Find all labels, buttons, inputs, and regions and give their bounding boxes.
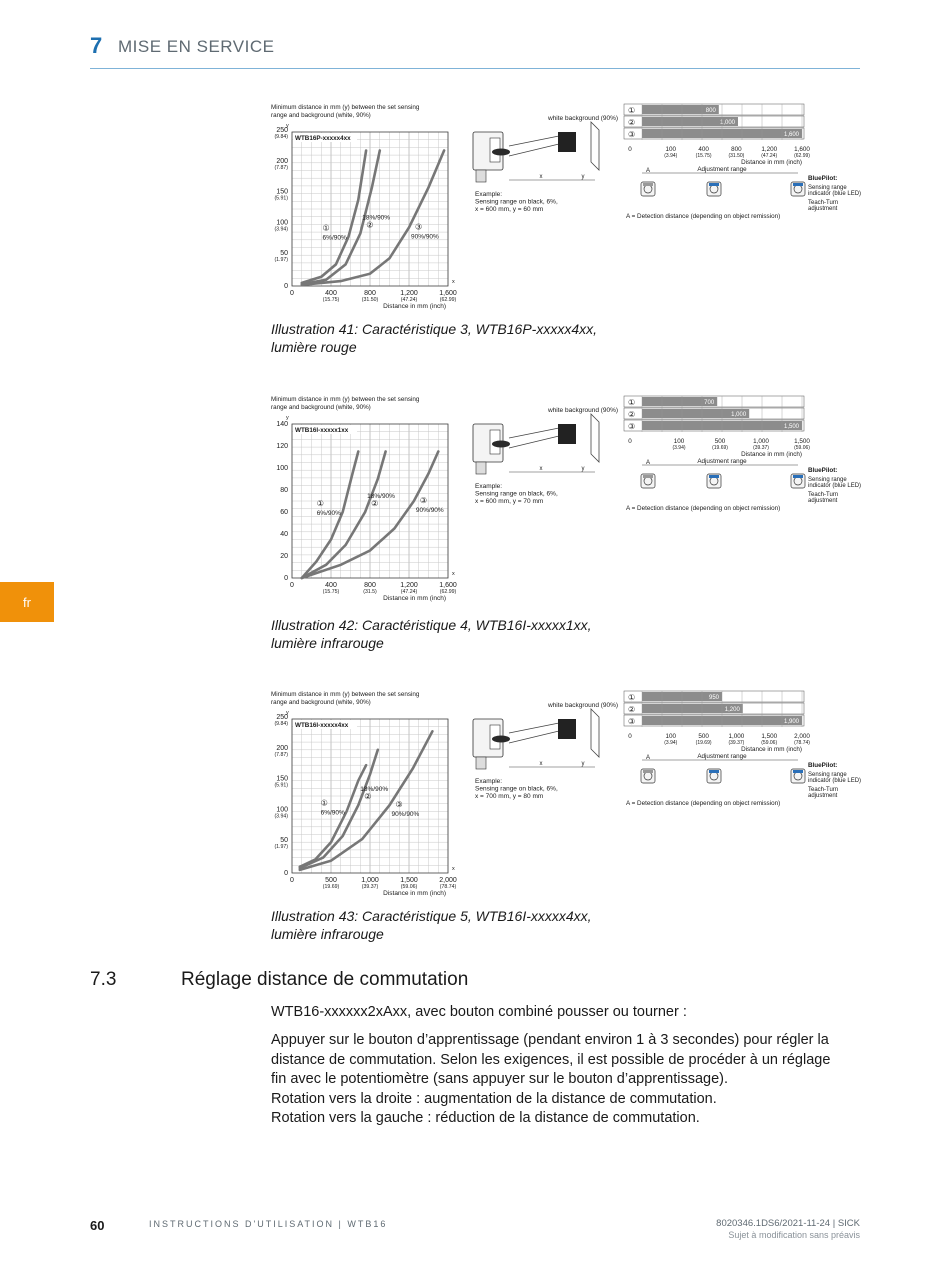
caption-line: Illustration 43: Caractéristique 5, WTB16I-xxxxx4xx,: [271, 908, 592, 924]
blue-led-indicator: [793, 183, 803, 186]
y-tick-label: 250: [276, 714, 288, 721]
series-label: 90%/90%: [391, 811, 420, 819]
teach-label: adjustment: [808, 206, 838, 212]
y-tick-sublabel: (5.91): [274, 782, 288, 789]
range-bar-label: 1,900: [783, 719, 799, 725]
blue-led-indicator: [793, 770, 803, 773]
range-scale-sublabel: (19.69): [695, 740, 712, 746]
example-text: Sensing range on black, 6%,: [475, 198, 558, 206]
white-background: [591, 709, 599, 757]
caption-line: lumière infrarouge: [271, 635, 384, 651]
blue-led-indicator: [643, 183, 653, 186]
chapter-number: 7: [90, 33, 103, 58]
x-tick-label: 400: [325, 582, 337, 589]
blue-led-indicator: [643, 475, 653, 478]
series-label: 6%/90%: [316, 510, 341, 517]
series-label: 6%/90%: [320, 809, 345, 817]
y-tick-label: 0: [284, 283, 288, 290]
white-background: [591, 414, 599, 462]
range-scale-label: 800: [731, 146, 742, 153]
figure-svg: [268, 687, 863, 912]
caption-42: [271, 616, 631, 652]
chapter-title: MISE EN SERVICE: [118, 37, 275, 56]
x-axis-label: Distance in mm (inch): [383, 595, 446, 602]
chart-grid: [292, 132, 448, 286]
background-label: white background (90%): [548, 115, 619, 122]
figure-42: [268, 392, 863, 617]
dim-x-label: x: [539, 466, 543, 472]
range-scale-label: 1,500: [761, 733, 778, 740]
range-bar-label: 800: [705, 108, 716, 114]
range-bar-label: 700: [704, 400, 715, 406]
axis-y-letter: y: [286, 710, 289, 716]
series-label: 18%/90%: [362, 214, 391, 222]
led-label: indicator (blue LED): [808, 483, 862, 489]
beam-line: [509, 428, 559, 438]
series-label: 6%/90%: [322, 234, 347, 242]
series-marker: ①: [316, 499, 324, 508]
led-label: indicator (blue LED): [808, 191, 862, 197]
blue-led-indicator: [709, 770, 719, 773]
blue-led-indicator: [643, 770, 653, 773]
x-tick-label: 1,600: [439, 290, 457, 297]
figure-41: [268, 100, 863, 325]
x-tick-sublabel: (15.75): [322, 297, 340, 303]
series-marker: ③: [419, 496, 428, 505]
section-paragraph: [271, 1031, 866, 1129]
y-tick-label: 100: [276, 806, 288, 814]
series-line: [302, 452, 386, 579]
chart-title: Minimum distance in mm (y) between the set sensing: [271, 104, 420, 111]
y-tick-label: 80: [280, 487, 288, 494]
paragraph-line: Rotation vers la gauche : réduction de la distance de commutation.: [271, 1110, 700, 1126]
section-subheading: WTB16-xxxxxx2xAxx, avec bouton combiné pousser ou tourner :: [271, 1004, 687, 1020]
background-label: white background (90%): [548, 702, 619, 709]
y-tick-sublabel: (3.94): [274, 813, 288, 820]
series-label: 18%/90%: [360, 786, 389, 794]
x-tick-sublabel: (59.06): [400, 884, 418, 890]
range-bar-label: 1,000: [731, 412, 747, 418]
target-object: [558, 424, 576, 444]
dim-y-label: y: [581, 174, 585, 180]
y-tick-sublabel: (1.97): [274, 257, 288, 264]
range-scale-label: 500: [714, 438, 726, 445]
example-text: Sensing range on black, 6%,: [475, 490, 558, 498]
axis-y-letter: y: [286, 415, 289, 421]
teach-label: Teach-Turn: [808, 200, 839, 206]
caption-41: [271, 320, 631, 356]
range-scale-sublabel: (39.37): [728, 740, 745, 746]
x-tick-sublabel: (31.5): [363, 589, 377, 595]
range-scale-sublabel: (78.74): [794, 740, 810, 746]
dim-x-label: x: [539, 761, 543, 767]
model-label: WTB16I-xxxxx1xx: [295, 427, 349, 434]
paragraph-line: distance de commutation. Selon les exigences, il est possible de procéder à un réglage: [271, 1051, 831, 1068]
caption-line: Illustration 41: Caractéristique 3, WTB16P-xxxxx4xx,: [271, 321, 598, 337]
series-label: 18%/90%: [367, 493, 395, 500]
series-marker: ①: [320, 798, 328, 808]
dim-x-label: x: [539, 174, 543, 180]
y-tick-sublabel: (5.91): [274, 195, 288, 202]
axis-x-letter: x: [452, 866, 455, 872]
y-tick-sublabel: (9.84): [274, 721, 288, 727]
dim-y-label: y: [581, 761, 585, 767]
range-scale-sublabel: (3.94): [672, 445, 686, 451]
dim-y-label: y: [581, 466, 585, 472]
series-marker: ③: [415, 222, 423, 232]
range-scale-label: 2,000: [794, 733, 810, 740]
series-marker: ②: [364, 792, 372, 802]
y-tick-label: 0: [284, 575, 288, 582]
y-tick-label: 50: [280, 250, 288, 258]
paragraph-line: Appuyer sur le bouton d’apprentissage (pendant environ 1 à 3 secondes) pour régler la: [271, 1032, 829, 1048]
caption-line: Illustration 42: Caractéristique 4, WTB16I-xxxxx1xx,: [271, 617, 592, 633]
range-bar-label: 1,600: [783, 132, 799, 138]
y-tick-label: 100: [276, 465, 288, 472]
range-scale-label: 100: [665, 146, 677, 153]
chart-title: Minimum distance in mm (y) between the set sensing: [271, 396, 420, 403]
y-tick-sublabel: (7.87): [274, 164, 288, 171]
range-row-number: ②: [628, 410, 636, 419]
x-tick-label: 1,500: [400, 877, 418, 884]
series-label: 90%/90%: [415, 507, 444, 514]
x-tick-sublabel: (31.50): [361, 297, 379, 303]
x-tick-label: 800: [364, 582, 376, 589]
x-tick-sublabel: (62.99): [439, 589, 457, 595]
y-tick-label: 140: [276, 421, 288, 428]
adjustment-label: Adjustment range: [697, 166, 747, 173]
caption-line: lumière rouge: [271, 339, 357, 355]
beam-line: [509, 731, 559, 743]
range-scale-sublabel: (47.24): [761, 153, 778, 159]
caption-line: lumière infrarouge: [271, 926, 384, 942]
teach-label: adjustment: [808, 498, 838, 504]
x-tick-sublabel: (15.75): [322, 589, 340, 595]
led-label: Sensing range: [808, 477, 847, 483]
led-label: Sensing range: [808, 772, 847, 778]
range-row-number: ③: [628, 130, 636, 139]
range-row-number: ①: [628, 106, 636, 115]
example-text: Example:: [475, 778, 503, 785]
range-scale-label: 100: [673, 438, 685, 445]
led-label: Sensing range: [808, 185, 847, 191]
y-tick-label: 150: [276, 775, 288, 783]
range-bar-label: 1,200: [724, 707, 740, 713]
x-tick-label: 2,000: [439, 877, 457, 884]
range-scale-sublabel: (62.99): [794, 153, 810, 159]
series-label: 90%/90%: [411, 233, 439, 241]
x-tick-label: 1,000: [361, 877, 379, 884]
x-tick-label: 400: [325, 290, 337, 297]
range-scale-label: 0: [628, 733, 632, 740]
axis-x-letter: x: [452, 279, 455, 285]
teach-label: Teach-Turn: [808, 492, 839, 498]
model-label: WTB16I-xxxxx4xx: [295, 722, 349, 729]
distance-a-label: A: [646, 168, 651, 174]
sensor-led: [492, 736, 510, 743]
range-scale-label: 1,000: [753, 438, 769, 445]
paragraph-line: Rotation vers la droite : augmentation de la distance de commutation.: [271, 1090, 717, 1107]
x-tick-sublabel: (39.37): [361, 884, 379, 890]
y-tick-label: 20: [280, 553, 288, 560]
range-scale-label: 1,200: [761, 146, 778, 153]
series-marker: ②: [371, 499, 379, 508]
chart-title: range and background (white, 90%): [271, 404, 371, 411]
figure-svg: [268, 100, 863, 325]
x-tick-label: 800: [364, 290, 376, 297]
y-tick-label: 100: [276, 219, 288, 227]
distance-a-label: A: [646, 460, 651, 466]
example-text: x = 600 mm, y = 70 mm: [475, 498, 544, 505]
axis-y-letter: y: [286, 123, 289, 129]
range-scale-label: 0: [628, 146, 632, 153]
x-tick-label: 1,200: [400, 582, 418, 589]
range-scale-label: 1,000: [728, 733, 745, 740]
x-tick-label: 0: [290, 582, 294, 589]
x-tick-sublabel: (78.74): [439, 884, 457, 890]
y-tick-label: 150: [276, 188, 288, 196]
range-scale-sublabel: (59.06): [794, 445, 810, 451]
range-row-number: ①: [628, 398, 636, 407]
beam-line: [509, 136, 559, 146]
x-tick-sublabel: (47.24): [400, 589, 418, 595]
x-tick-label: 1,600: [439, 582, 457, 589]
y-tick-label: 200: [276, 157, 288, 165]
led-label: indicator (blue LED): [808, 778, 862, 784]
range-scale-title: Distance in mm (inch): [741, 451, 802, 458]
y-tick-label: 50: [280, 837, 288, 845]
bluepilot-label: BluePilot:: [808, 175, 838, 182]
adjustment-label: Adjustment range: [697, 753, 747, 760]
page-number: 60: [90, 1218, 105, 1233]
range-scale-sublabel: (39.37): [753, 445, 769, 451]
beam-line: [509, 723, 559, 733]
x-tick-label: 0: [290, 877, 294, 884]
range-scale-label: 0: [628, 438, 632, 445]
target-object: [558, 719, 576, 739]
paragraph-line: fin avec le potentiomètre (sans appuyer sur le bouton d’apprentissage).: [271, 1071, 729, 1087]
y-tick-label: 40: [280, 531, 288, 538]
example-text: x = 700 mm, y = 80 mm: [475, 793, 544, 800]
x-tick-label: 0: [290, 290, 294, 297]
y-tick-sublabel: (3.94): [274, 226, 288, 233]
range-scale-label: 500: [698, 733, 709, 740]
example-text: x = 600 mm, y = 60 mm: [475, 206, 544, 213]
y-tick-label: 0: [284, 870, 288, 877]
background-label: white background (90%): [548, 407, 619, 414]
blue-led-indicator: [709, 183, 719, 186]
x-tick-sublabel: (62.99): [439, 297, 457, 303]
sensor-connector: [476, 170, 486, 182]
header-rule: [90, 68, 860, 69]
figure-43: [268, 687, 863, 912]
document-title: INSTRUCTIONS D'UTILISATION | WTB16: [149, 1219, 388, 1229]
blue-led-indicator: [793, 475, 803, 478]
sensor-led: [492, 149, 510, 156]
section-title: Réglage distance de commutation: [181, 969, 469, 990]
x-tick-sublabel: (19.69): [322, 884, 340, 890]
example-text: Example:: [475, 483, 503, 490]
x-tick-label: 500: [325, 877, 337, 884]
document-reference: 8020346.1DS6/2021-11-24 | SICK: [716, 1218, 860, 1229]
section-number: 7.3: [90, 969, 117, 990]
x-tick-label: 1,200: [400, 290, 418, 297]
series-marker: ②: [366, 220, 374, 230]
detection-footnote: A = Detection distance (depending on object remission): [626, 800, 781, 807]
model-label: WTB16P-xxxxx4xx: [295, 135, 351, 142]
range-scale-sublabel: (3.94): [664, 153, 678, 159]
beam-line: [509, 144, 559, 156]
bluepilot-label: BluePilot:: [808, 762, 838, 769]
range-bar-label: 950: [708, 695, 719, 701]
y-tick-sublabel: (7.87): [274, 751, 288, 758]
chart-title: Minimum distance in mm (y) between the set sensing: [271, 691, 420, 698]
range-scale-title: Distance in mm (inch): [741, 746, 802, 753]
axis-x-letter: x: [452, 571, 455, 577]
chart-title: range and background (white, 90%): [271, 699, 371, 706]
teach-label: adjustment: [808, 793, 838, 799]
chart-title: range and background (white, 90%): [271, 112, 371, 119]
range-row-number: ②: [628, 705, 636, 714]
blue-led-indicator: [709, 475, 719, 478]
series-marker: ①: [322, 223, 330, 233]
bluepilot-label: BluePilot:: [808, 467, 838, 474]
x-tick-sublabel: (47.24): [400, 297, 418, 303]
x-axis-label: Distance in mm (inch): [383, 890, 446, 897]
series-marker: ③: [395, 800, 403, 810]
range-row-number: ①: [628, 693, 636, 702]
language-tab[interactable]: fr: [0, 582, 54, 622]
range-row-number: ③: [628, 422, 636, 431]
range-scale-label: 1,600: [794, 146, 810, 153]
example-text: Sensing range on black, 6%,: [475, 785, 558, 793]
range-bar-label: 1,500: [783, 424, 799, 430]
range-row-number: ②: [628, 118, 636, 127]
target-object: [558, 132, 576, 152]
range-scale-sublabel: (19.69): [712, 445, 728, 451]
detection-footnote: A = Detection distance (depending on object remission): [626, 505, 781, 512]
range-scale-sublabel: (31.50): [728, 153, 745, 159]
sensor-connector: [476, 757, 486, 769]
y-tick-sublabel: (1.97): [274, 844, 288, 851]
range-scale-title: Distance in mm (inch): [741, 159, 802, 166]
adjustment-label: Adjustment range: [697, 458, 747, 465]
y-tick-label: 60: [280, 509, 288, 516]
example-text: Example:: [475, 191, 503, 198]
range-row-number: ③: [628, 717, 636, 726]
range-bar-label: 1,000: [719, 120, 735, 126]
range-scale-sublabel: (59.06): [761, 740, 778, 746]
detection-footnote: A = Detection distance (depending on object remission): [626, 213, 781, 220]
y-tick-label: 120: [276, 443, 288, 450]
range-scale-label: 1,500: [794, 438, 810, 445]
range-scale-label: 100: [665, 733, 677, 740]
distance-a-label: A: [646, 755, 651, 761]
white-background: [591, 122, 599, 170]
x-axis-label: Distance in mm (inch): [383, 303, 446, 310]
sensor-led: [492, 441, 510, 448]
range-scale-sublabel: (15.75): [695, 153, 712, 159]
caption-43: [271, 907, 631, 943]
y-tick-sublabel: (9.84): [274, 134, 288, 140]
modification-note: Sujet à modification sans préavis: [728, 1230, 860, 1240]
y-tick-label: 200: [276, 744, 288, 752]
teach-label: Teach-Turn: [808, 787, 839, 793]
beam-line: [509, 436, 559, 448]
range-scale-label: 400: [698, 146, 709, 153]
range-scale-sublabel: (3.94): [664, 740, 678, 746]
figure-svg: [268, 392, 863, 617]
sensor-connector: [476, 462, 486, 474]
y-tick-label: 250: [276, 127, 288, 134]
